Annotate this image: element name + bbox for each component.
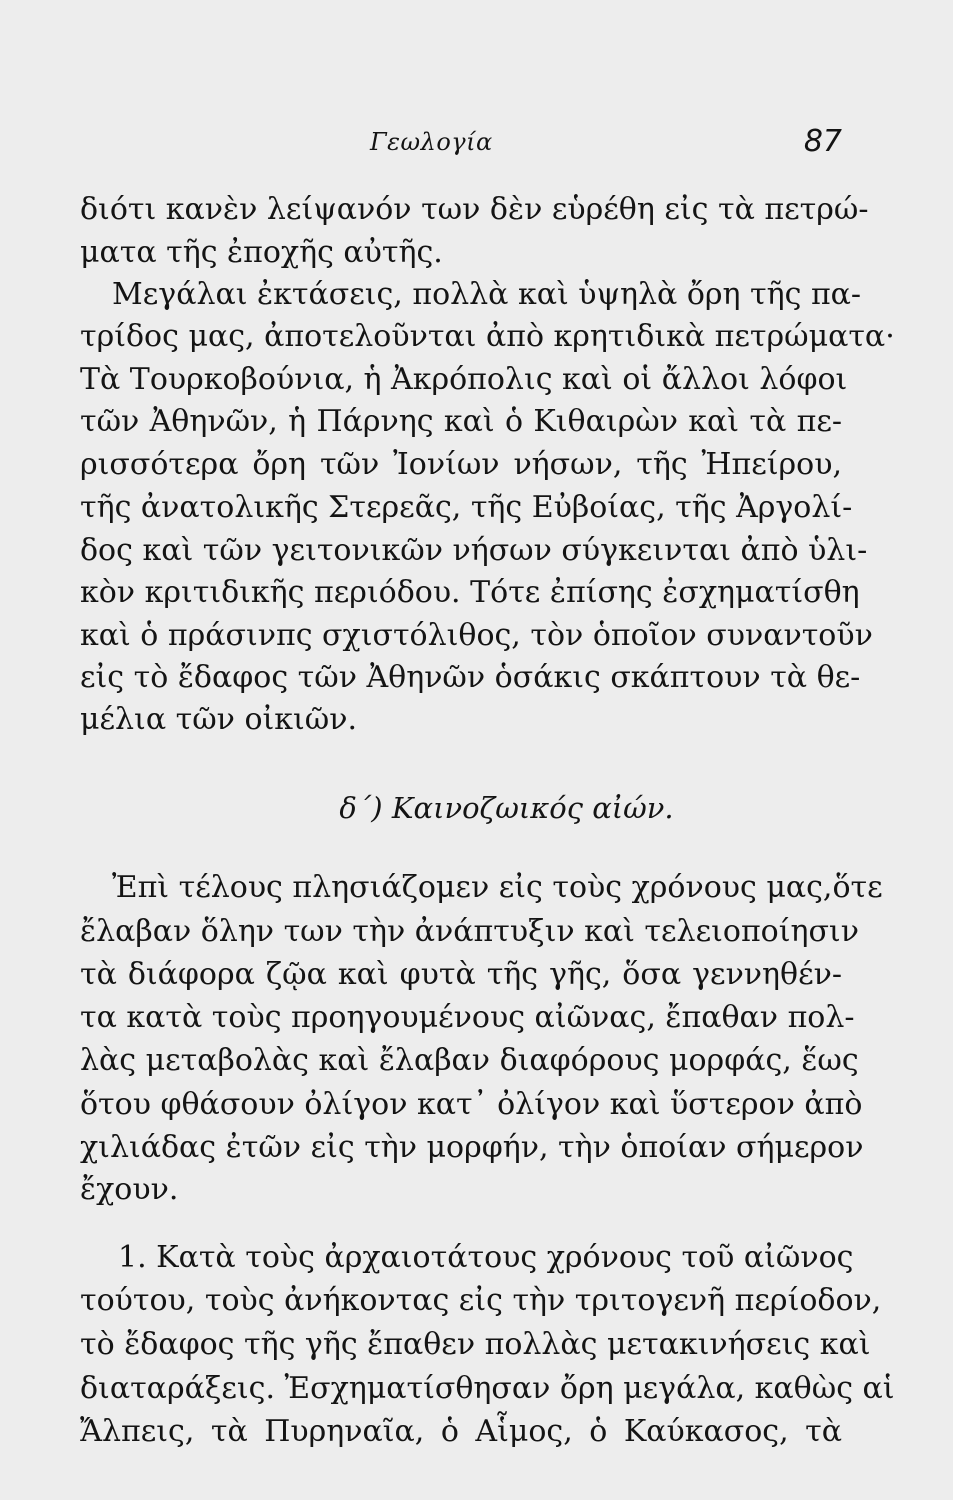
text-line: δος καὶ τῶν γειτονικῶν νήσων σύγκεινται ἀπὸ ὑλι-: [80, 533, 868, 568]
text-line: τῆς ἀνατολικῆς Στερεᾶς, τῆς Εὐβοίας, τῆς Ἀργολί-: [80, 490, 853, 525]
text-line: Ἐπὶ τέλους πλησιάζομεν εἰς τοὺς χρόνους μας,ὅτε: [112, 870, 883, 905]
page-number: 87: [803, 124, 842, 159]
text-line: μέλια τῶν οἰκιῶν.: [80, 702, 358, 737]
text-line: τούτου, τοὺς ἀνήκοντας εἰς τὴν τριτογενῆ περίοδον,: [80, 1283, 882, 1318]
text-line: κὸν κριτιδικῆς περιόδου. Τότε ἐπίσης ἐσχηματίσθη: [80, 575, 860, 610]
text-line: τα κατὰ τοὺς προηγουμένους αἰῶνας, ἔπαθαν πολ-: [80, 1000, 855, 1035]
text-line: ὅτου φθάσουν ὀλίγον κατ᾿ ὀλίγον καὶ ὕστερον ἀπὸ: [80, 1087, 863, 1122]
text-line: ρισσότερα ὄρη τῶν Ἰονίων νήσων, τῆς Ἠπείρου,: [80, 447, 842, 482]
text-line: χιλιάδας ἐτῶν εἰς τὴν μορφήν, τὴν ὁποίαν σήμερον: [80, 1130, 864, 1165]
text-line: Ἄλπεις, τὰ Πυρηναῖα, ὁ Αἷμος, ὁ Καύκασος, τὰ: [80, 1414, 842, 1449]
page-header: [80, 120, 842, 160]
text-line: διότι κανὲν λείψανόν των δὲν εὑρέθη εἰς τὰ πετρώ-: [80, 192, 869, 227]
text-line: ματα τῆς ἐποχῆς αὐτῆς.: [80, 235, 443, 270]
running-head: Γεωλογία: [370, 128, 493, 156]
text-line: τρίδος μας, ἀποτελοῦνται ἀπὸ κρητιδικὰ πετρώματα·: [80, 319, 895, 354]
text-line: διαταράξεις. Ἐσχηματίσθησαν ὄρη μεγάλα, καθὼς αἱ: [80, 1371, 895, 1406]
text-line: Μεγάλαι ἐκτάσεις, πολλὰ καὶ ὑψηλὰ ὄρη τῆς πα-: [112, 277, 862, 312]
text-line: ἔλαβαν ὅλην των τὴν ἀνάπτυξιν καὶ τελειοποίησιν: [80, 914, 859, 949]
text-line: τῶν Ἀθηνῶν, ἡ Πάρνης καὶ ὁ Κιθαιρὼν καὶ τὰ πε-: [80, 404, 842, 439]
text-line: λὰς μεταβολὰς καὶ ἔλαβαν διαφόρους μορφάς, ἕως: [80, 1043, 859, 1078]
text-line: τὰ διάφορα ζῷα καὶ φυτὰ τῆς γῆς, ὅσα γεννηθέν-: [80, 957, 842, 992]
text-line: Τὰ Τουρκοβούνια, ἡ Ἀκρόπολις καὶ οἱ ἄλλοι λόφοι: [80, 362, 848, 397]
section-heading-text: δ΄) Καινοζωικός αἰών.: [339, 791, 674, 825]
text-line: 1. Κατὰ τοὺς ἀρχαιοτάτους χρόνους τοῦ αἰῶνος: [118, 1240, 854, 1275]
text-line: καὶ ὁ πράσινπς σχιστόλιθος, τὸν ὁποῖον συναντοῦν: [80, 618, 873, 653]
text-line: εἰς τὸ ἔδαφος τῶν Ἀθηνῶν ὁσάκις σκάπτουν τὰ θε-: [80, 660, 861, 695]
text-line: τὸ ἔδαφος τῆς γῆς ἔπαθεν πολλὰς μετακινήσεις καὶ: [80, 1327, 871, 1362]
text-line: ἔχουν.: [80, 1172, 179, 1207]
section-heading: [0, 784, 953, 832]
